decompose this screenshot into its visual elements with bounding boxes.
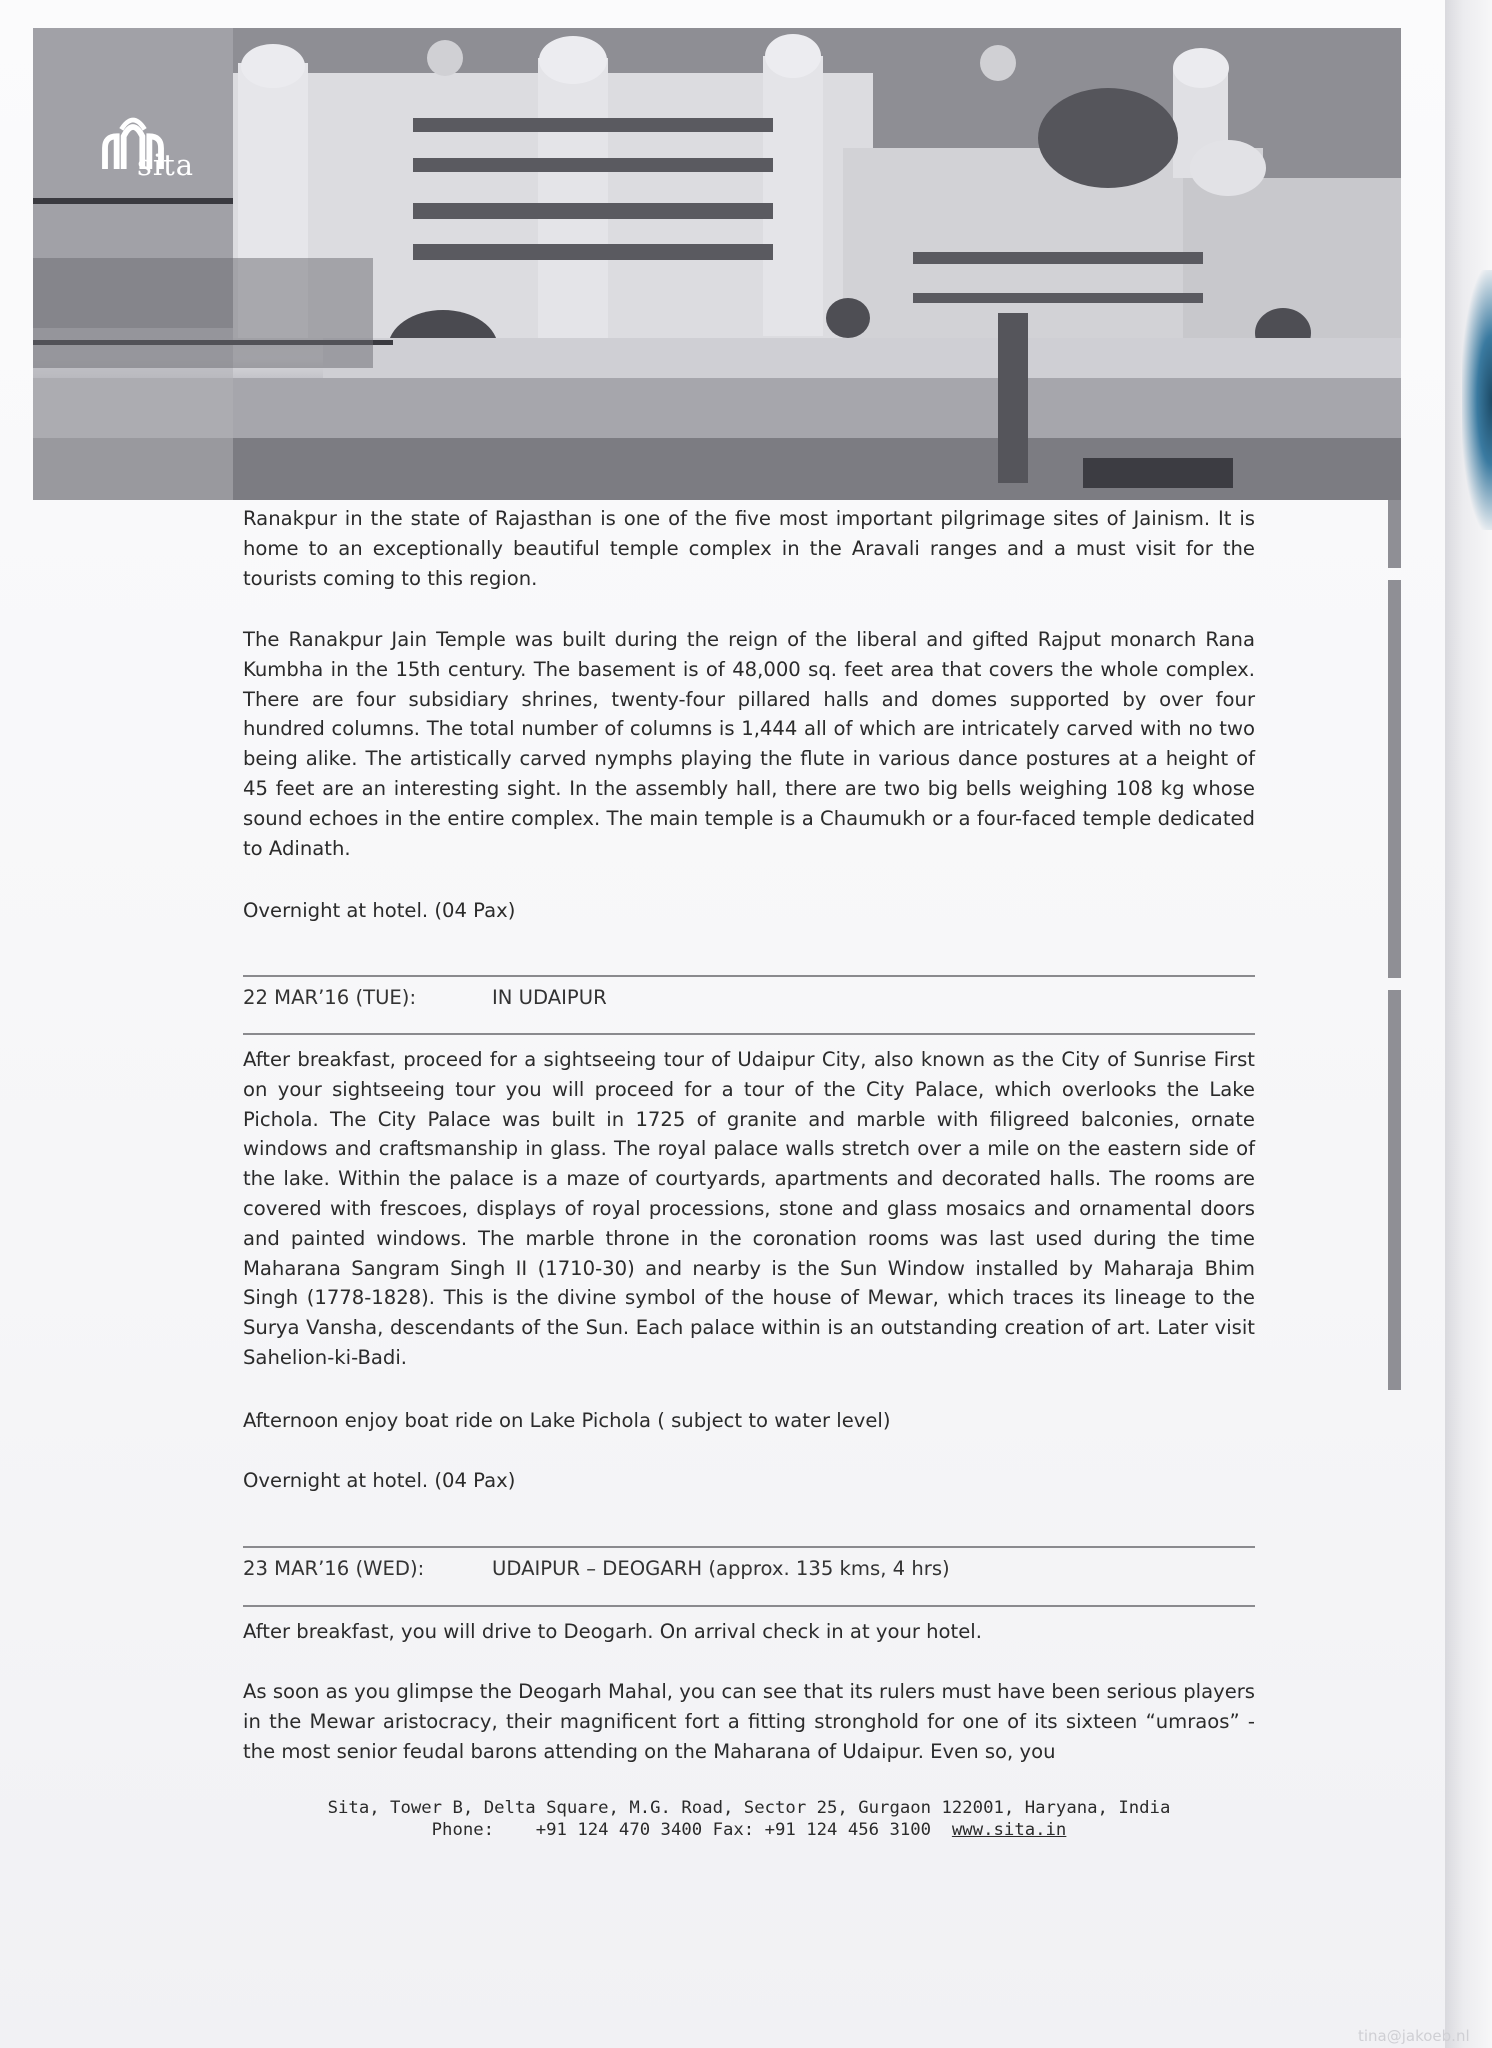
boat-ride-paragraph [243,1406,1255,1436]
paragraph: Overnight at hotel. (04 Pax) [243,899,516,922]
deogarh-mahal-paragraph [243,1677,1255,1766]
scan-watermark: tina@jakoeb.nl [1358,2027,1470,2045]
blue-stain [1462,270,1492,530]
sita-logo-text: sita [137,148,195,182]
fax-number: +91 124 456 3100 [764,1820,932,1840]
day-date: 22 MAR’16 (TUE): [243,986,417,1009]
paragraph: As soon as you glimpse the Deogarh Mahal, you can see that its rulers must have been serious players in the Mewar aristocracy, their magnificent fort a fitting stronghold for one of its sixteen “umraos” - the most senior feudal barons attending on the Maharana of Udaipur. Even so, you [243,1680,1256,1763]
day-destination: IN UDAIPUR [492,986,607,1009]
overnight-note [243,1466,1255,1496]
header-banner-photo [33,28,1401,500]
day-date: 23 MAR’16 (WED): [243,1557,425,1580]
margin-bar [1388,990,1401,1390]
fax-label: Fax: [712,1820,755,1840]
paragraph: Afternoon enjoy boat ride on Lake Pichola ( subject to water level) [243,1409,891,1432]
paragraph: Overnight at hotel. (04 Pax) [243,1469,516,1492]
paragraph: The Ranakpur Jain Temple was built during the reign of the liberal and gifted Rajput monarch Rana Kumbha in the 15th century. The basement is of 48,000 sq. feet area that covers the whole complex. There are four subsidiary shrines, twenty-four pillared halls and domes supported by over four hundred columns. The total number of columns is 1,444 all of which are intricately carved with no two being alike. The artistically carved nymphs playing the flute in various dance postures at a height of 45 feet are an interesting sight. In the assembly hall, there are two big bells weighing 108 kg whose sound echoes in the entire complex. The main temple is a Chaumukh or a four-faced temple dedicated to Adinath. [243,628,1255,860]
udaipur-paragraph [243,1045,1255,1373]
deogarh-arrival-paragraph [243,1617,1255,1647]
section-divider [243,975,1255,977]
intro-paragraph [243,504,1255,593]
overnight-note [243,896,1255,926]
section-divider [243,1546,1255,1548]
paragraph: After breakfast, proceed for a sightseeing tour of Udaipur City, also known as the City of Sunrise First on your sightseeing tour you will proceed for a tour of the City Palace, which overlooks the Lake Pichola. The City Palace was built in 1725 of granite and marble with filigreed balconies, ornate windows and craftsmanship in glass. The royal palace walls stretch over a mile on the eastern side of the lake. Within the palace is a maze of courtyards, apartments and decorated halls. The rooms are covered with frescoes, displays of royal processions, stone and glass mosaics and ornamental doors and painted windows. The marble throne in the coronation rooms was last used during the time Maharana Sangram Singh II (1710-30) and nearby is the Sun Window installed by Maharaja Bhim Singh (1778-1828). This is the divine symbol of the house of Mewar, which traces its lineage to the Surya Vansha, descendants of the Sun. Each palace within is an outstanding creation of art. Later visit Sahelion-ki-Badi. [243,1048,1255,1369]
section-divider [243,1605,1255,1607]
website-link[interactable]: www.sita.in [951,1820,1067,1840]
footer-contact [243,1819,1255,1841]
day-destination: UDAIPUR – DEOGARH (approx. 135 kms, 4 hrs) [492,1557,950,1580]
footer-address: Sita, Tower B, Delta Square, M.G. Road, Sector 25, Gurgaon 122001, Haryana, India [327,1798,1171,1818]
palace-illustration [33,28,1401,500]
paragraph: After breakfast, you will drive to Deogarh. On arrival check in at your hotel. [243,1620,982,1643]
margin-bar [1388,580,1401,978]
margin-bar [1388,500,1401,568]
section-divider [243,1033,1255,1035]
ranakpur-temple-paragraph [243,625,1255,863]
phone-number: +91 124 470 3400 [535,1820,703,1840]
footer [243,1797,1255,1841]
phone-label: Phone: [431,1820,495,1840]
paragraph: Ranakpur in the state of Rajasthan is one of the five most important pilgrimage sites of Jainism. It is home to an exceptionally beautiful temple complex in the Aravali ranges and a must visit for the tourists coming to this region. [243,507,1255,590]
